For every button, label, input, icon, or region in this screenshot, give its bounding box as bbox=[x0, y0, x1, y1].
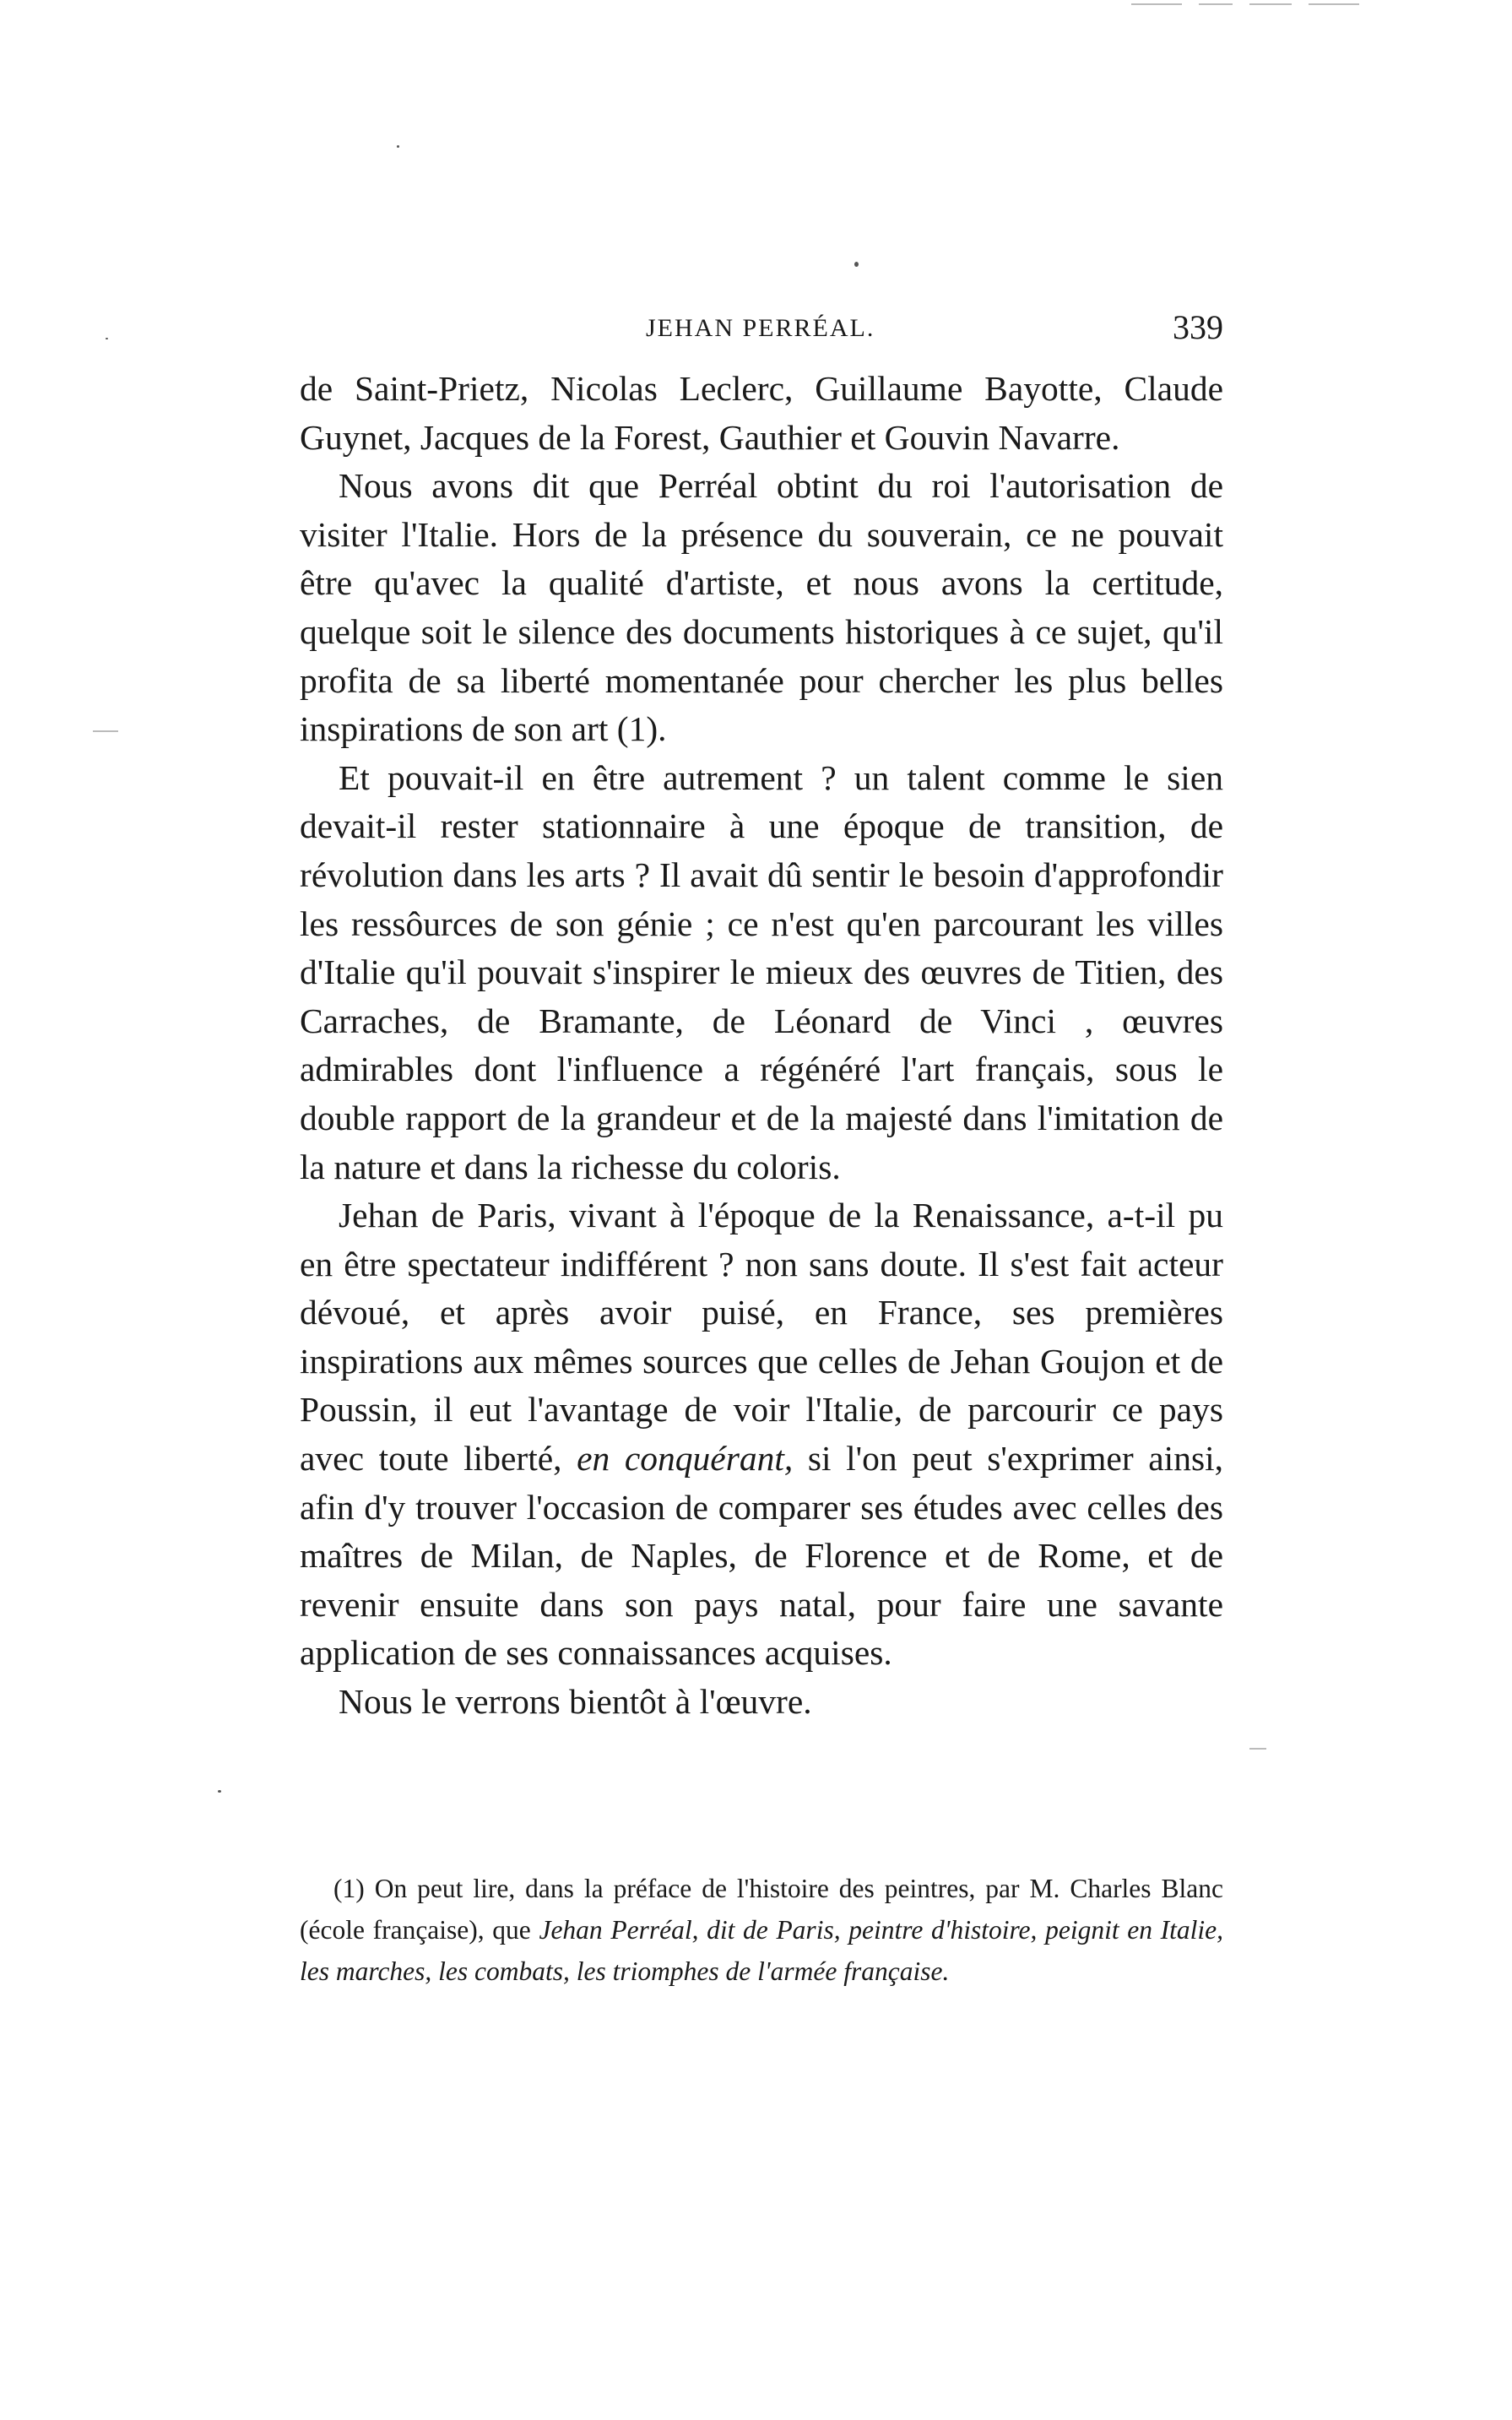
footnote-quote: Jehan Perréal, dit de Paris, peintre d'histoire, peignit en Italie, les marches, les combats, les triomphes de l'armée française. bbox=[300, 1915, 1223, 1986]
scan-speck bbox=[218, 1790, 221, 1793]
scan-speck bbox=[397, 145, 399, 148]
scan-mark bbox=[93, 730, 118, 732]
italic-phrase: en conquérant, bbox=[577, 1439, 794, 1479]
scan-mark bbox=[1249, 1748, 1266, 1750]
page-header bbox=[300, 304, 1223, 355]
paragraph-1: de Saint-Prietz, Nicolas Leclerc, Guillaume Bayotte, Claude Guynet, Jacques de la Forest, Gauthier et Gouvin Navarre. bbox=[300, 369, 1223, 457]
paragraph-4 bbox=[300, 1191, 1223, 1678]
paragraph-3: Et pouvait-il en être autrement ? un talent comme le sien devait-il rester stationnaire à une époque de transition, de révolution dans les arts ? Il avait dû sentir le besoin d'approfondir les ressôurces de son génie ; ce n'est qu'en parcourant les villes d'Italie qu'il pouvait s'inspirer le mieux des œuvres de Titien, des Carraches, de Bramante, de Léonard de Vinci , œuvres admirables dont l'influence a régénéré l'art français, sous le double rapport de la grandeur et de la majesté dans l'imitation de la nature et dans la richesse du coloris. bbox=[300, 757, 1223, 1186]
scan-speck bbox=[854, 262, 859, 267]
scan-mark bbox=[1131, 3, 1182, 5]
scan-speck bbox=[106, 338, 108, 339]
running-title: JEHAN PERRÉAL. bbox=[646, 314, 875, 342]
paragraph-4-part-2: si l'on peut s'exprimer ainsi, afin d'y trouver l'occasion de comparer ses études avec celles des maîtres de Milan, de Naples, de Florence et de Rome, et de revenir ensuite dans son pays natal, pour faire une savante application de ses connaissances acquises. bbox=[300, 1439, 1224, 1673]
footnote-text: (1) On peut lire, dans la préface de l'histoire des peintres, par M. Charles Blanc (école française), que bbox=[300, 1874, 1223, 1945]
paragraph-5: Nous le verrons bientôt à l'œuvre. bbox=[339, 1682, 812, 1722]
page-number: 339 bbox=[1173, 308, 1223, 346]
body-text bbox=[300, 365, 1223, 1727]
paragraph-2: Nous avons dit que Perréal obtint du roi l'autorisation de visiter l'Italie. Hors de la présence du souverain, ce ne pouvait être qu'avec la qualité d'artiste, et nous avons la certitude, quelque soit le silence des documents historiques à ce sujet, qu'il profita de sa liberté momentanée pour chercher les plus belles inspirations de son art (1). bbox=[300, 466, 1223, 749]
footnote bbox=[300, 1868, 1223, 1992]
scan-mark bbox=[1309, 3, 1359, 5]
scan-mark bbox=[1199, 3, 1233, 5]
paragraph-4-part-1: Jehan de Paris, vivant à l'époque de la Renaissance, a-t-il pu en être spectateur indifférent ? non sans doute. Il s'est fait acteur dévoué, et après avoir puisé, en France, ses premières inspirations aux mêmes sources que celles de Jehan Goujon et de Poussin, il eut l'avantage de voir l'Italie, de parcourir ce pays avec toute liberté, bbox=[300, 1196, 1223, 1479]
scan-mark bbox=[1249, 3, 1292, 5]
